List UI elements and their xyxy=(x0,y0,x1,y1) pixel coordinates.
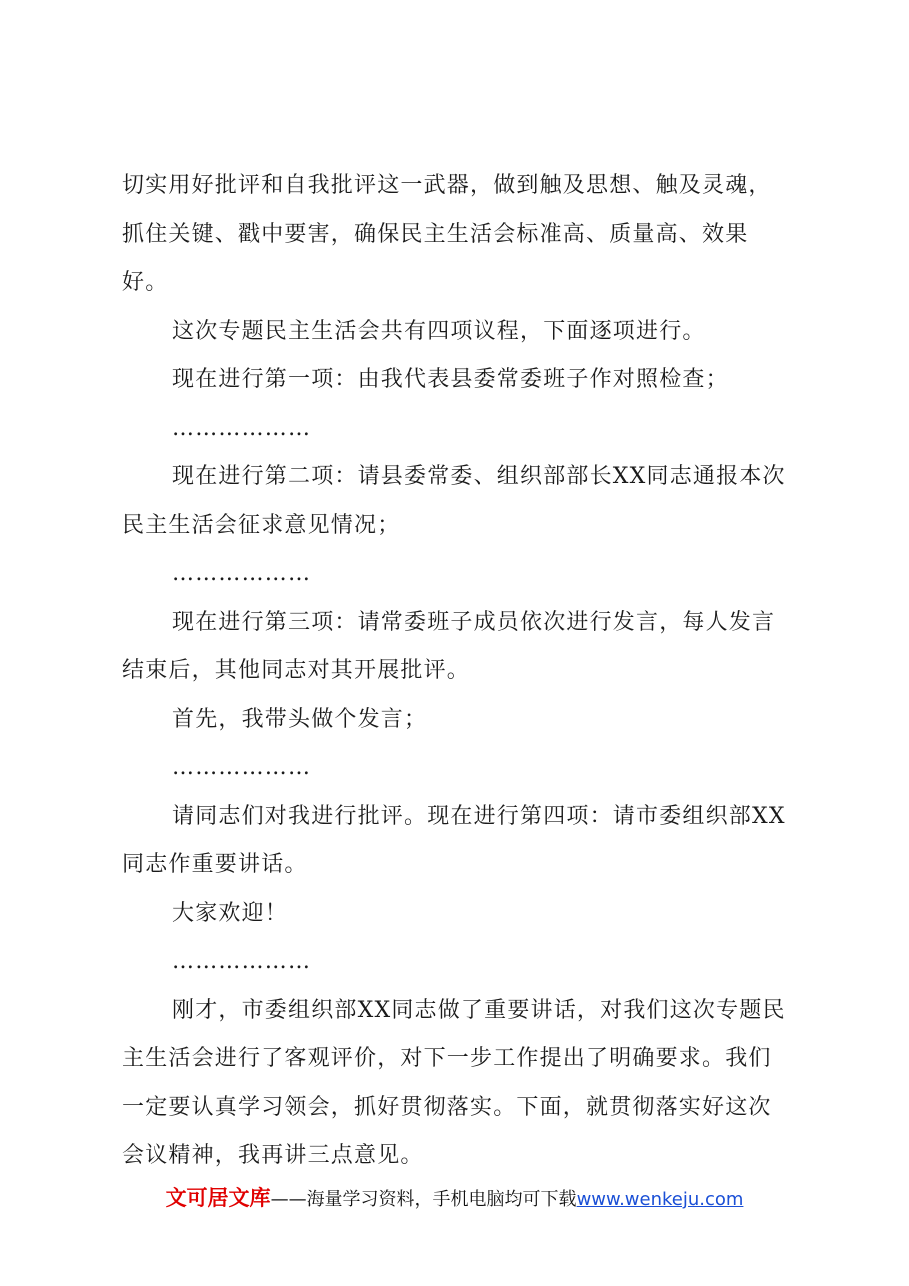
ellipsis-paragraph: ……………… xyxy=(172,561,312,586)
ellipsis-paragraph: ……………… xyxy=(172,415,312,441)
paragraph: 这次专题民主生活会共有四项议程，下面逐项进行。 xyxy=(172,318,706,344)
footer-link[interactable]: www.wenkeju.com xyxy=(576,1189,744,1210)
paragraph: 请同志们对我进行批评。现在进行第四项：请市委组织部XX同志作重要讲话。 xyxy=(122,803,786,877)
paragraph: 切实用好批评和自我批评这一武器，做到触及思想、触及灵魂，抓住关键、戳中要害，确保民主生活会标准高、质量高、效果好。 xyxy=(122,173,772,295)
paragraph: 首先，我带头做个发言； xyxy=(172,706,428,732)
ellipsis-paragraph: ……………… xyxy=(172,755,312,780)
document-body xyxy=(122,162,794,1181)
ellipsis-paragraph: ……………… xyxy=(172,949,312,974)
paragraph: 刚才，市委组织部XX同志做了重要讲话，对我们这次专题民主生活会进行了客观评价，对下一步工作提出了明确要求。我们一定要认真学习领会，抓好贯彻落实。下面，就贯彻落实好这次会议精神，我再讲三点意见。 xyxy=(122,997,786,1168)
paragraph: 现在进行第一项：由我代表县委常委班子作对照检查； xyxy=(172,367,729,392)
paragraph: 现在进行第二项：请县委常委、组织部部长XX同志通报本次民主生活会征求意见情况； xyxy=(122,464,786,538)
footer-banner xyxy=(0,1182,909,1212)
paragraph: 现在进行第三项：请常委班子成员依次进行发言，每人发言结束后，其他同志对其开展批评。 xyxy=(122,609,776,683)
footer-tagline: ——海量学习资料，手机电脑均可下载 xyxy=(270,1189,577,1210)
paragraph: 大家欢迎！ xyxy=(172,900,289,926)
footer-brand: 文可居文库 xyxy=(165,1186,271,1210)
